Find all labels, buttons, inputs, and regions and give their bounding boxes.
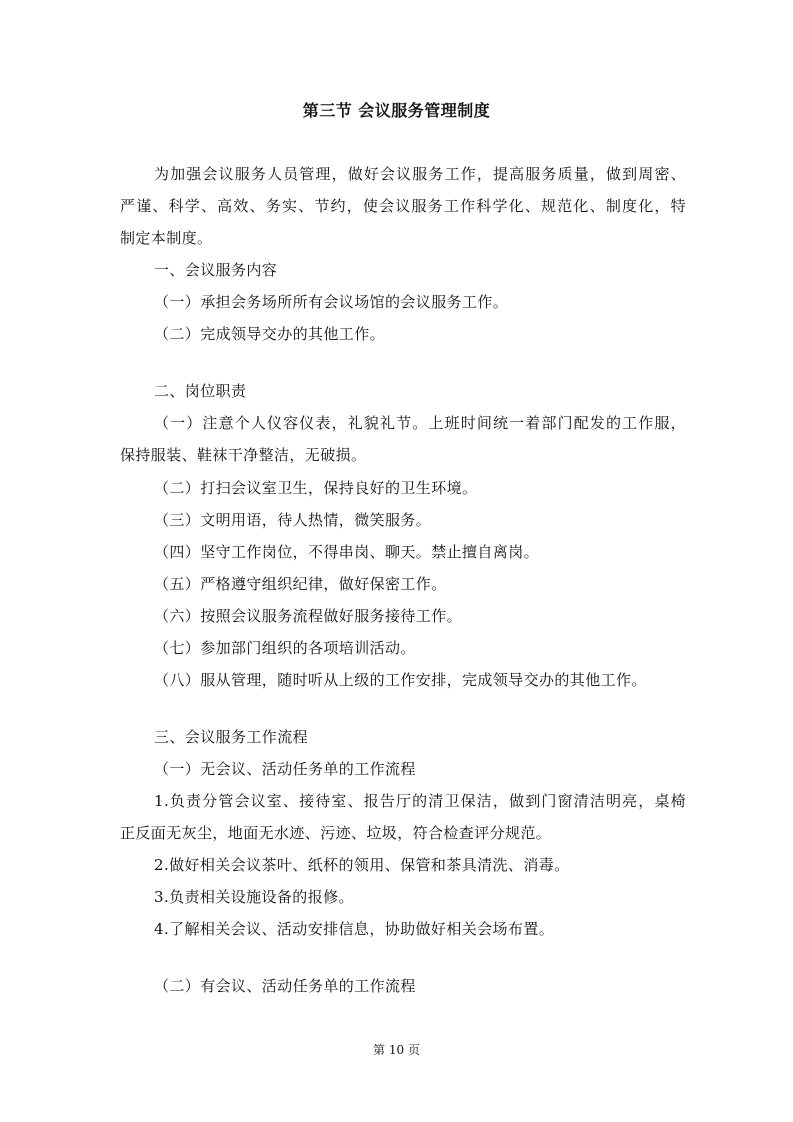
list-item: （四）坚守工作岗位，不得串岗、聊天。禁止擅自离岗。 [154, 543, 540, 561]
list-item: （二）完成领导交办的其他工作。 [154, 325, 386, 343]
section-heading-service-content: 一、会议服务内容 [154, 261, 278, 279]
list-item: （六）按照会议服务流程做好服务接待工作。 [154, 607, 463, 625]
list-item: 4.了解相关会议、活动安排信息，协助做好相关会场布置。 [154, 920, 555, 938]
intro-line-1: 为加强会议服务人员管理，做好会议服务工作，提高服务质量，做到周密、 [154, 165, 686, 183]
list-item: （一）注意个人仪容仪表，礼貌礼节。上班时间统一着部门配发的工作服， [154, 414, 686, 432]
section-heading-workflow: 三、会议服务工作流程 [154, 728, 309, 746]
page-number: 第 10 页 [373, 1043, 420, 1057]
subsection-heading: （一）无会议、活动任务单的工作流程 [154, 760, 416, 778]
list-item: （二）打扫会议室卫生，保持良好的卫生环境。 [154, 479, 478, 497]
list-item: （七）参加部门组织的各项培训活动。 [154, 639, 416, 657]
list-item-continuation: 保持服装、鞋袜干净整洁，无破损。 [120, 446, 367, 464]
list-item: （三）文明用语，待人热情，微笑服务。 [154, 511, 432, 529]
list-item: （八）服从管理，随时听从上级的工作安排，完成领导交办的其他工作。 [154, 671, 647, 689]
subsection-heading: （二）有会议、活动任务单的工作流程 [154, 977, 416, 995]
list-item: 3.负责相关设施设备的报修。 [154, 888, 354, 906]
intro-line-3: 制定本制度。 [120, 229, 213, 247]
intro-line-2: 严谨、科学、高效、务实、节约，使会议服务工作科学化、规范化、制度化，特 [120, 197, 686, 215]
list-item: （一）承担会务场所所有会议场馆的会议服务工作。 [154, 293, 509, 311]
list-item-continuation: 正反面无灰尘，地面无水迹、污迹、垃圾，符合检查评分规范。 [120, 824, 552, 842]
section-heading-duties: 二、岗位职责 [154, 382, 247, 400]
list-item: （五）严格遵守组织纪律，做好保密工作。 [154, 575, 447, 593]
page-title: 第三节 会议服务管理制度 [302, 101, 491, 120]
list-item: 2.做好相关会议茶叶、纸杯的领用、保管和茶具清洗、消毒。 [154, 856, 570, 874]
list-item: 1.负责分管会议室、接待室、报告厅的清卫保洁，做到门窗清洁明亮，桌椅 [154, 792, 686, 810]
